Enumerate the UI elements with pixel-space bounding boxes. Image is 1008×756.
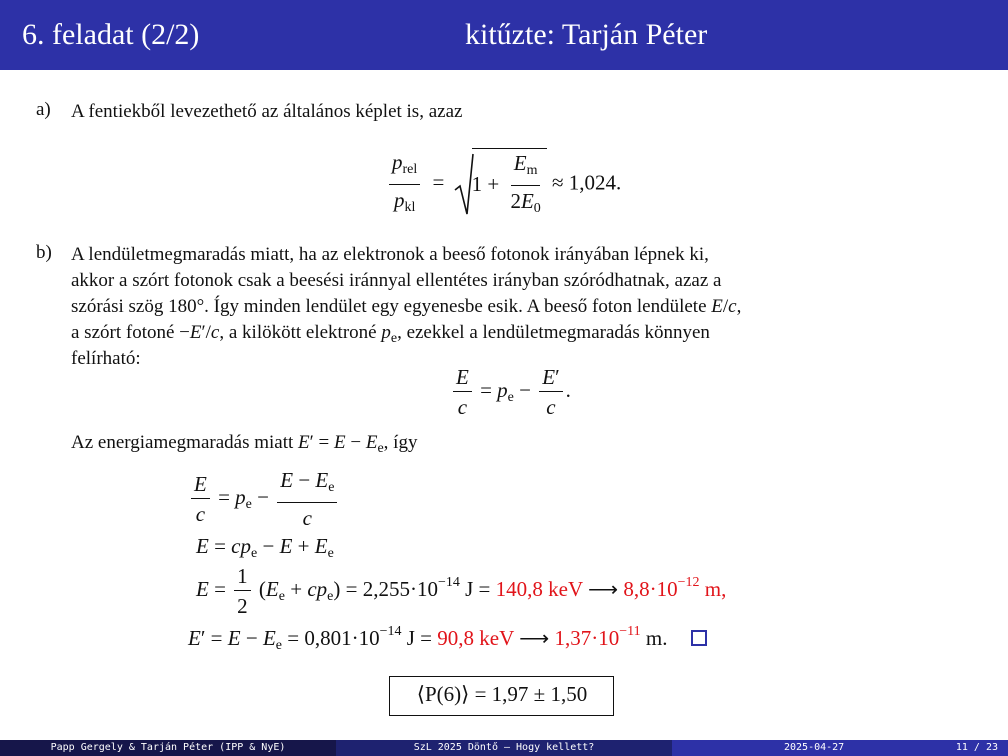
equation-a-result: ≈ 1,024. (552, 170, 622, 195)
part-b-line-3: szórási szög 180°. Így minden lendület egy egyenesbe esik. A beeső foton lendülete E/c, (71, 296, 742, 317)
part-b-label: b) (36, 242, 52, 263)
footer-page-number: 11 / 23 (955, 742, 998, 753)
slide-author: kitűzte: Tarján Péter (465, 18, 708, 51)
footer-event: SzL 2025 Döntő – Hogy kellett? (336, 740, 672, 756)
part-b-line-4: a szórt fotoné −E′/c, a kilökött elektroné $p_e$, ezekkel a lendületmegmaradás könnyen (71, 322, 710, 346)
slide-header (0, 0, 1008, 70)
part-b-line-1: A lendületmegmaradás miatt, ha az elektronok a beeső fotonok irányában lépnek ki, (71, 244, 709, 265)
equation-line-1: $\frac{E}{c}$ = $p_e$ − $\frac{E - E_e}{c}$ (188, 468, 340, 530)
equation-line-4: $E' = E - E_e = 0,801\cdot 10^{-14}$ J = 90,8 keV ⟶ $1,37\cdot 10^{-11}$ m. (188, 624, 707, 654)
equation-line-2: $E = cp_e - E + E_e$ (196, 534, 334, 561)
slide-title: 6. feladat (2/2) (22, 18, 200, 51)
slide-footer (0, 740, 1008, 756)
sqrt-sign (454, 152, 474, 218)
part-b-line-2: akkor a szórt fotonok csak a beesési iránnyal ellentétes irányban szóródhatnak, azaz a (71, 270, 722, 291)
score-text: ⟨P(6)⟩ = 1,97 ± 1,50 (416, 682, 588, 706)
energy-text: Az energiamegmaradás miatt $E' = E - E_e$, így (71, 432, 418, 456)
footer-date: 2025-04-27 (784, 742, 845, 753)
equation-a: $\frac{p_{rel}}{p_{kl}}$ = 1 + $\frac{E_m}{2E_0}$ ≈ 1,024. (386, 148, 621, 221)
equation-line-3: E = $\frac{1}{2}$ $(E_e + cp_e) = 2,255\cdot 10^{-14}$ J = 140,8 keV ⟶ $8,8\cdot 10^{-12}$ m, (196, 564, 727, 618)
footer-authors: Papp Gergely & Tarján Péter (IPP & NyE) (0, 740, 336, 756)
part-b-line-5: felírható: (71, 348, 141, 369)
qed-square-icon (691, 630, 707, 646)
Ep-kev-value: 90,8 keV (437, 626, 514, 650)
part-a-label: a) (36, 99, 51, 120)
E-kev-value: 140,8 keV (495, 576, 583, 601)
equation-momentum: $\frac{E}{c}$ = $p_e$ − $\frac{E'}{c}$ . (450, 365, 571, 419)
E-wavelength: $8,8\cdot 10^{-12}$ m, (623, 574, 727, 601)
Ep-wavelength: $1,37\cdot 10^{-11}$ (554, 624, 641, 650)
footer-right (672, 740, 1008, 756)
part-a-text: A fentiekből levezethető az általános képlet is, azaz (71, 101, 463, 122)
